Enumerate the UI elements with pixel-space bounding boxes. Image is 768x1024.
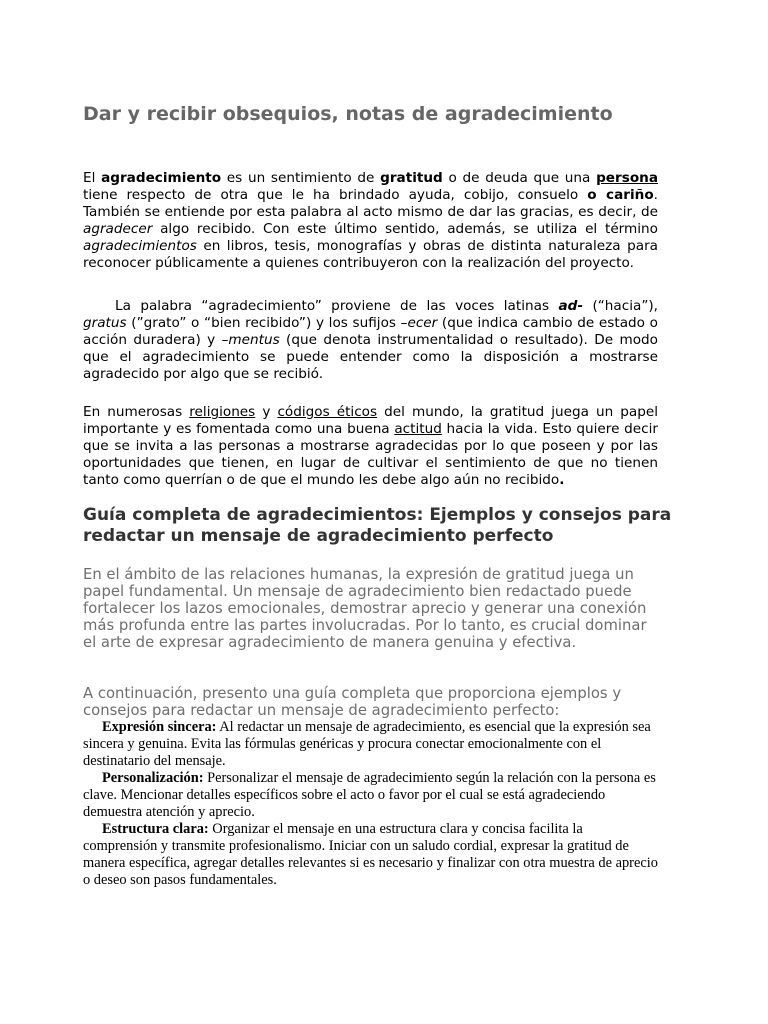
- italic-term: gratus: [83, 315, 127, 331]
- text-run: algo recibido. Con este último sentido, además, se utiliza el término: [152, 221, 658, 237]
- link-religiones[interactable]: religiones: [189, 404, 256, 420]
- paragraph-definition: [83, 170, 658, 272]
- list-item: [83, 821, 658, 889]
- list-item: [83, 719, 658, 770]
- intro-paragraph: En el ámbito de las relaciones humanas, la expresión de gratitud juega un papel fundamental. Un mensaje de agradecimiento bien redactado puede fortalecer los lazos emocionales, demostrar aprecio y generar una conexión más profunda entre las partes involucradas. Por lo tanto, es crucial dominar el arte de expresar agradecimiento de manera genuina y efectiva.: [83, 566, 647, 651]
- tip-label: Expresión sincera:: [102, 719, 217, 735]
- italic-term: agradecer: [83, 221, 153, 237]
- text-run: (”grato” o “bien recibido”) y los sufijos: [126, 315, 401, 331]
- text-run: (que denota instrumentalidad o resultado). De modo que el agradecimiento se puede entender como la disposición a mostrarse agradecido por algo que se recibió.: [83, 332, 658, 382]
- text-run: La palabra “agradecimiento” proviene de las voces latinas: [115, 298, 559, 314]
- text-run: (que indica cambio de estado o acción duradera) y: [83, 315, 658, 348]
- intro-paragraph: A continuación, presento una guía completa que proporciona ejemplos y consejos para redactar un mensaje de agradecimiento perfecto:: [83, 685, 622, 719]
- bold-term: agradecimiento: [101, 170, 222, 186]
- bold-term: gratitud: [380, 170, 443, 186]
- section-heading: Guía completa de agradecimientos: Ejemplos y consejos para redactar un mensaje de agradecimiento perfecto: [83, 505, 672, 546]
- text-run: y: [255, 404, 278, 420]
- list-item: [83, 770, 658, 821]
- italic-term: –mentus: [221, 332, 280, 348]
- bold-term: o cariño: [587, 187, 654, 203]
- text-run: El: [83, 170, 102, 186]
- tip-label: Personalización:: [102, 770, 204, 786]
- text-run: es un sentimiento de: [221, 170, 381, 186]
- link-actitud[interactable]: actitud: [394, 421, 442, 437]
- text-run: . También se entiende por esta palabra al acto mismo de dar las gracias, es decir, de: [83, 187, 658, 220]
- tip-text: Organizar el mensaje en una estructura clara y concisa facilita la comprensión y transmite profesionalismo. Iniciar con un saludo cordial, expresar la gratitud de manera específica, agregar detalles relevantes si es necesario y finalizar con otra muestra de aprecio o deseo son pasos fundamentales.: [83, 821, 658, 888]
- link-codigos-eticos[interactable]: códigos éticos: [277, 404, 378, 420]
- text-run: En numerosas: [83, 404, 190, 420]
- link-persona[interactable]: persona: [596, 170, 659, 186]
- italic-term: ad-: [558, 298, 584, 314]
- tip-text: Al redactar un mensaje de agradecimiento, es esencial que la expresión sea sincera y genuina. Evita las fórmulas genéricas y procura conectar emocionalmente con el destinatario del mensaje.: [83, 719, 651, 769]
- text-run: hacia la vida. Esto quiere decir que se invita a las personas a mostrarse agradecidas por lo que poseen y por las oportunidades que tienen, en lugar de cultivar el sentimiento de que no tienen tanto como querrían o de que el mundo les debe algo aún no recibido: [83, 421, 658, 488]
- paragraph-religions: [83, 404, 658, 489]
- tip-label: Estructura clara:: [102, 821, 209, 837]
- paragraph-etymology: [83, 298, 658, 383]
- tip-text: Personalizar el mensaje de agradecimiento según la relación con la persona es clave. Mencionar detalles específicos sobre el acto o favor por el cual se está agradeciendo demuestra atención y aprecio.: [83, 770, 656, 820]
- text-run: o de deuda que una: [442, 170, 597, 186]
- period: .: [559, 472, 565, 488]
- italic-term: agradecimientos: [83, 238, 197, 254]
- page-title: Dar y recibir obsequios, notas de agradecimiento: [83, 103, 613, 125]
- text-run: tiene respecto de otra que le ha brindado ayuda, cobijo, consuelo: [83, 187, 588, 203]
- tips-list: [83, 719, 658, 889]
- text-run: en libros, tesis, monografías y obras de distinta naturaleza para reconocer públicamente a quienes contribuyeron con la realización del proyecto.: [83, 238, 658, 271]
- text-run: del mundo, la gratitud juega un papel importante y es fomentada como una buena: [83, 404, 659, 437]
- text-run: (“hacia”),: [583, 298, 658, 314]
- italic-term: –ecer: [400, 315, 438, 331]
